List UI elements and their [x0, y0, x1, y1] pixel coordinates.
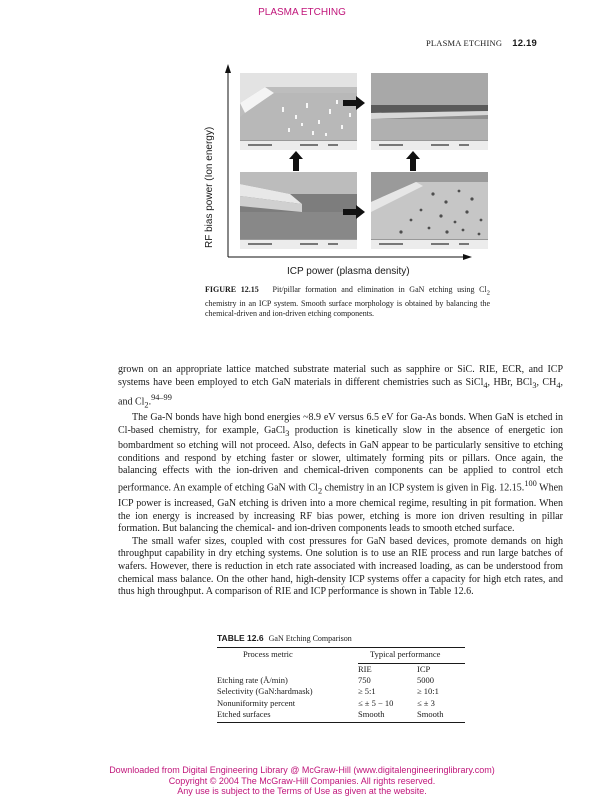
table-row: Nonuniformity percent ≤ ± 5 − 10 ≤ ± 3	[217, 697, 435, 708]
table-row: Selectivity (GaN:hardmask) ≥ 5:1 ≥ 10:1	[217, 686, 439, 697]
sem-smooth-high-drawing	[371, 73, 488, 150]
download-footer	[0, 765, 604, 797]
x-axis-arrowhead	[463, 254, 472, 260]
paragraph-3: The small wafer sizes, coupled with cost pressures for GaN based devices, promote demands on high throughput capability in dry etching systems. One solution is to use an RIE process and run large batches of wafers. However, there is reduction in etch rate associated with increased loading, as can be understood from chemical mass balance. On the other hand, high-density ICP systems offer a capacity for high etch rates, and thus high throughput. A comparison of RIE and ICP performance is shown in Table 12.6.	[118, 535, 563, 598]
table-subheader-row	[217, 664, 465, 675]
sem-image-pits	[371, 172, 488, 249]
sem-pits-drawing	[371, 172, 488, 249]
running-head-section: PLASMA ETCHING	[425, 38, 503, 48]
header-typical-performance: Typical performance	[370, 649, 441, 659]
table-number: TABLE 12.6	[217, 633, 264, 643]
y-axis-arrowhead	[225, 64, 231, 73]
footer-terms-line: Any use is subject to the Terms of Use as given at the website.	[177, 786, 427, 797]
table-row: Etched surfaces Smooth Smooth	[217, 708, 444, 719]
paragraph-1: grown on an appropriate lattice matched substrate material such as sapphire or SiC. RIE, ECR, and ICP systems have been employed to etch GaN materials in different chemistries such as SiCl$_4$, HBr, BCl$_3$, $CH_4$, and $Cl_2.^{94-99}$	[118, 364, 563, 410]
subheader-rie: RIE	[358, 664, 372, 674]
arrow-up-left-icon	[289, 151, 303, 171]
table-row: Etching rate (Å/min) 750 5000	[217, 675, 434, 686]
footer-copyright-line: Copyright © 2004 The McGraw-Hill Companies. All rights reserved.	[168, 775, 436, 786]
page-number: 12.19	[512, 38, 537, 49]
sem-image-pillars	[240, 73, 357, 150]
table-12-6	[217, 647, 465, 723]
sem-image-smooth-low	[240, 172, 357, 249]
header-process-metric: Process metric	[243, 649, 293, 659]
sem-smooth-low-drawing	[240, 172, 357, 249]
footer-download-line[interactable]: Downloaded from Digital Engineering Library @ McGraw-Hill (www.digitalengineeringlibrary.com)	[109, 765, 495, 775]
figure-caption: FIGURE 12.15 Pit/pillar formation and elimination in GaN etching using $Cl_2$ chemistry in an ICP system. Smooth surface morphology is obtained by balancing the chemical-driven and ion-driven etching components.	[205, 285, 490, 319]
arrow-right-bottom-icon	[343, 205, 365, 219]
table-title: TABLE 12.6 GaN Etching Comparison	[217, 633, 352, 643]
table-header-row	[217, 648, 465, 661]
figure-number: FIGURE 12.15	[205, 285, 259, 294]
top-banner: PLASMA ETCHING	[258, 7, 346, 18]
arrow-right-top-icon	[343, 96, 365, 110]
x-axis-label: ICP power (plasma density)	[287, 266, 410, 277]
paragraph-2: The Ga-N bonds have high bond energies ~8.9 eV versus 6.5 eV for Ga-As bonds. When GaN is etched in Cl-based chemistry, for example, GaCl$_3$ production is kinetically slow in the absence of energetic ion bombardment so etching will not proceed. Also, defects in GaN appear to be particularly sensitive to etching conditions and respond by etching faster or slower, ultimately forming pits or pillars. Once again, the balancing effects with the ion-driven and chemical-driven components can be applied to control etch performance. An example of etching GaN with $Cl_2$ chemistry in an ICP system is given in Fig. 12.15.$^{100}$ When ICP power is increased, GaN etching is driven into a more chemical regime, resulting in pit formation. When the ion energy is increased by increasing RF bias power, etching is more ion driven resulting in pillar formation. But balancing the chemical- and ion-driven components leads to smooth etched surface.	[118, 412, 564, 535]
subheader-icp: ICP	[417, 664, 431, 674]
sem-pillars-drawing	[240, 73, 357, 150]
arrow-up-right-icon	[406, 151, 420, 171]
body-text	[118, 364, 563, 599]
sem-image-smooth-high	[371, 73, 488, 150]
